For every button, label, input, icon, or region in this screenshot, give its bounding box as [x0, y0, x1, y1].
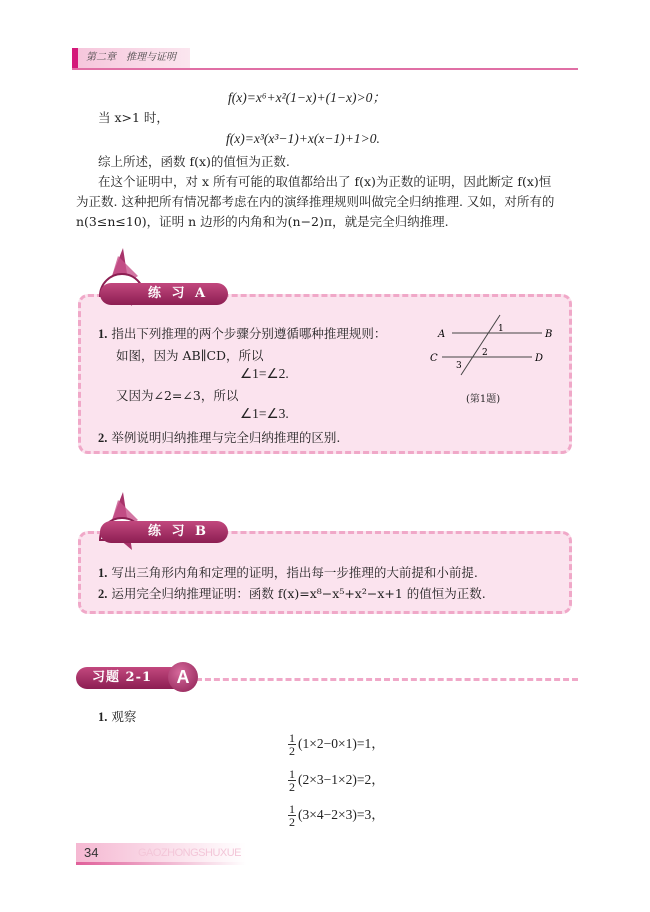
- label-b: B: [545, 329, 553, 340]
- problems-rule: [196, 678, 578, 681]
- fraction-equation: $\frac{1}{2}$ (1×2−0×1)=1，: [289, 731, 385, 759]
- exercise-a-title: 练 习 A: [100, 283, 228, 305]
- header-rule: [72, 68, 578, 70]
- paragraph-line: 为正数. 这种把所有情况都考虑在内的演绎推理规则叫做完全归纳推理. 又如，对所有的: [76, 194, 555, 209]
- paragraph-line: n(3≤n≤10)，证明 n 边形的内角和为(n−2)π，就是完全归纳推理.: [76, 214, 449, 229]
- question-text: 举例说明归纳推理与完全归纳推理的区别.: [111, 430, 341, 445]
- chapter-header: 第二章 推理与证明: [78, 48, 190, 68]
- question-text: 如图，因为 AB∥CD，所以: [116, 348, 264, 363]
- conclusion-text: 综上所述，函数 f(x)的值恒为正数.: [98, 154, 290, 169]
- level-badge: A: [168, 662, 198, 692]
- case-text: 当 x>1 时，: [98, 110, 169, 125]
- formula-1: f(x)=x⁶+x²(1−x)+(1−x)>0；: [228, 90, 386, 105]
- footer-rule: [76, 862, 246, 865]
- page-number: 34: [84, 845, 99, 860]
- question-number: 1.: [98, 710, 108, 724]
- question-text: 观察: [111, 709, 137, 724]
- parallel-lines-figure: [428, 312, 558, 382]
- question-number: 1.: [98, 327, 108, 341]
- paragraph-line: 在这个证明中，对 x 所有可能的取值都给出了 f(x)为正数的证明，因此断定 f(x)恒: [98, 174, 552, 189]
- problems-title: 习题 2-1: [76, 667, 186, 689]
- footer-watermark: GAOZHONGSHUXUE: [138, 847, 242, 859]
- compass-ruler-icon: [88, 246, 158, 316]
- label-d: D: [535, 353, 544, 364]
- fraction-equation: $\frac{1}{2}$ (2×3−1×2)=2，: [289, 767, 385, 795]
- question-text: 指出下列推理的两个步骤分别遵循哪种推理规则：: [111, 326, 387, 341]
- label-a: A: [438, 329, 446, 340]
- question-number: 1.: [98, 566, 108, 580]
- figure-caption: (第1题): [466, 394, 501, 405]
- question-formula: ∠1=∠2.: [240, 366, 289, 381]
- angle-2: 2: [482, 348, 488, 358]
- label-c: C: [430, 353, 438, 364]
- question-text: 又因为∠2=∠3，所以: [116, 388, 239, 403]
- formula-2: f(x)=x³(x³−1)+x(x−1)+1>0.: [226, 131, 380, 146]
- question-formula: ∠1=∠3.: [240, 406, 289, 421]
- question-text: 写出三角形内角和定理的证明，指出每一步推理的大前提和小前提.: [111, 565, 478, 580]
- exercise-b-title: 练 习 B: [100, 521, 228, 543]
- fraction-equation: $\frac{1}{2}$ (3×4−2×3)=3，: [289, 802, 385, 830]
- question-number: 2.: [98, 431, 108, 445]
- question-number: 2.: [98, 587, 108, 601]
- question-text: 运用完全归纳推理证明：函数 f(x)=x⁸−x⁵+x²−x+1 的值恒为正数.: [111, 586, 486, 601]
- angle-3: 3: [456, 361, 462, 371]
- angle-1: 1: [498, 324, 504, 334]
